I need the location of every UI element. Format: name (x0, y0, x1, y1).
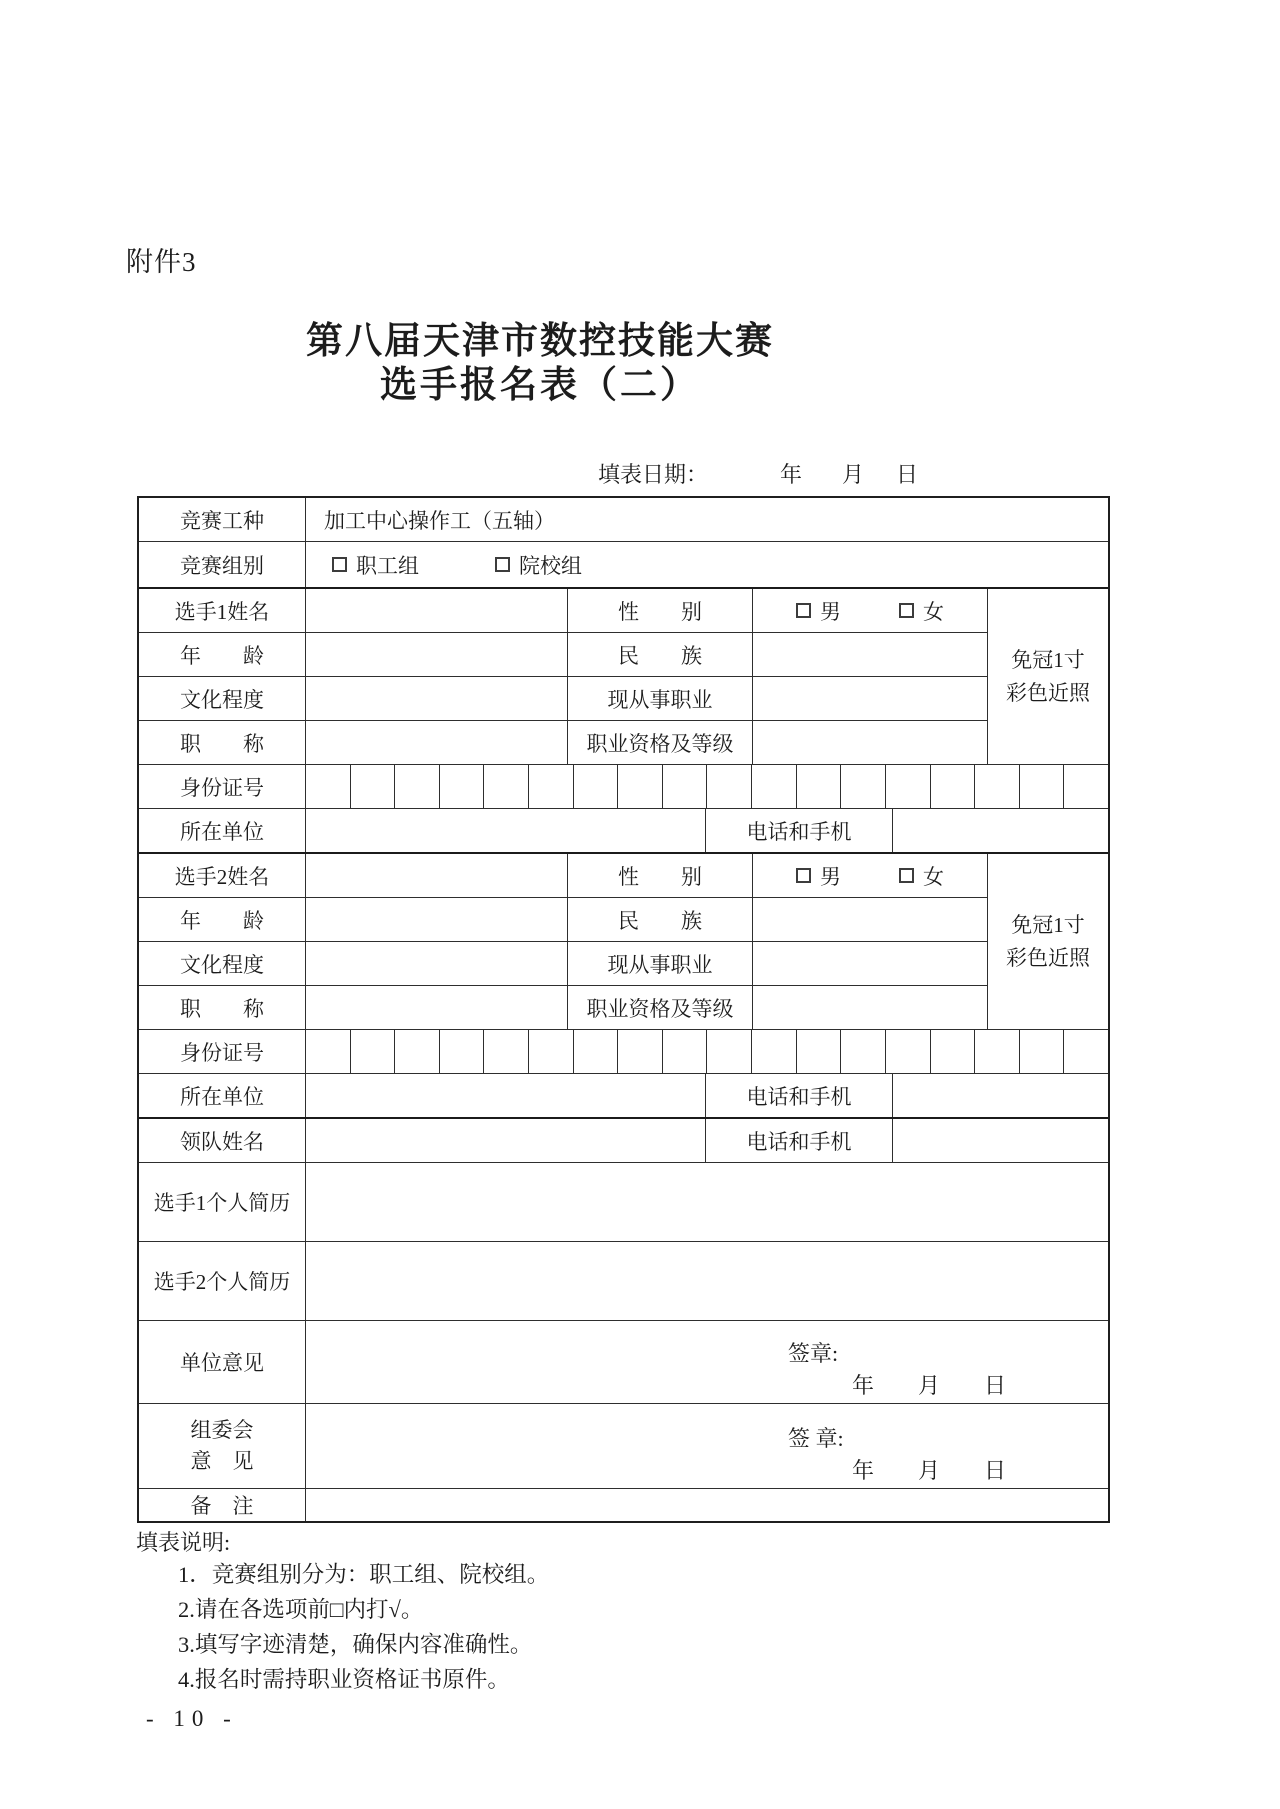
contestant-2-title-label: 职 称 (180, 996, 264, 1021)
contestant-2-id-label: 身份证号 (180, 1040, 264, 1065)
contestant-2-gender-options (752, 854, 987, 897)
id-digit-cell (1063, 1030, 1108, 1073)
id-digit-cell (617, 765, 662, 808)
fill-instruction-item: 2.请在各选项前□内打√。 (178, 1597, 424, 1622)
contestant-2-id-cells (305, 1030, 1108, 1073)
photo-note-line-1: 免冠1寸 (1011, 912, 1085, 937)
contestant-2-gender-female (899, 861, 944, 891)
male-label: 男 (820, 599, 841, 624)
contestant-1-info (139, 589, 987, 764)
contestant-2-name-row (139, 854, 987, 897)
id-digit-cell (840, 765, 885, 808)
resume-2-field (305, 1242, 1108, 1320)
fill-date-line (598, 458, 918, 489)
leader-phone-label: 电话和手机 (705, 1119, 892, 1162)
resume-1-row (139, 1162, 1108, 1241)
contestant-2-title-row (139, 985, 987, 1029)
female-label: 女 (923, 864, 944, 889)
contestant-1-block (139, 587, 1108, 764)
contestant-2-education-label: 文化程度 (180, 952, 264, 977)
contestant-2-age-label: 年 龄 (180, 908, 264, 933)
id-digit-cell (617, 1030, 662, 1073)
group-option-school-label: 院校组 (519, 553, 582, 578)
fill-instruction-item: 4.报名时需持职业资格证书原件。 (178, 1667, 510, 1692)
leader-name-field (305, 1119, 705, 1162)
contestant-2-name-label: 选手2姓名 (174, 864, 270, 889)
unit-seal-date: 年 月 日 (852, 1373, 1007, 1398)
date-day-label: 日 (896, 462, 919, 487)
contestant-2-qualification-label: 职业资格及等级 (567, 986, 752, 1029)
date-month-label: 月 (842, 462, 865, 487)
contestant-2-age-field (305, 898, 567, 941)
contestant-1-gender-options (752, 589, 987, 632)
contestant-1-photo-box (987, 589, 1108, 764)
worktype-row (139, 498, 1108, 541)
checkbox-worker-group-icon (332, 557, 347, 572)
contestant-1-unit-row (139, 808, 1108, 852)
id-digit-cell (439, 765, 484, 808)
photo-note-line-1: 免冠1寸 (1011, 647, 1085, 672)
id-digit-cell (1019, 1030, 1064, 1073)
checkbox-male-icon (796, 868, 811, 883)
committee-opinion-label (139, 1404, 305, 1488)
contestant-1-name-field (305, 589, 567, 632)
contestant-2-unit-row (139, 1073, 1108, 1117)
contestant-1-gender-male (796, 596, 841, 626)
contestant-1-education-field (305, 677, 567, 720)
checkbox-school-group-icon (495, 557, 510, 572)
id-digit-cell (1019, 765, 1064, 808)
id-digit-cell (706, 1030, 751, 1073)
id-digit-cell (483, 765, 528, 808)
contestant-1-unit-label: 所在单位 (180, 819, 264, 844)
contestant-1-phone-label: 电话和手机 (705, 809, 892, 852)
contestant-1-name-row (139, 589, 987, 632)
id-digit-cell (350, 765, 395, 808)
title-line-2: 选手报名表（二） (380, 365, 700, 406)
contestant-1-id-cells (305, 765, 1108, 808)
contestant-2-ethnicity-label: 民 族 (567, 898, 752, 941)
fill-date-label: 填表日期： (598, 462, 709, 487)
resume-1-field (305, 1163, 1108, 1241)
id-digit-cell (305, 765, 350, 808)
committee-opinion-field (305, 1404, 1108, 1488)
contestant-1-unit-field (305, 809, 705, 852)
contestant-2-name-field (305, 854, 567, 897)
checkbox-female-icon (899, 603, 914, 618)
contestant-2-qualification-field (752, 986, 987, 1029)
contestant-1-occupation-field (752, 677, 987, 720)
id-digit-cell (974, 765, 1019, 808)
fill-instruction-item: 3.填写字迹清楚，确保内容准确性。 (178, 1632, 533, 1657)
unit-seal-label: 签章: (788, 1341, 839, 1366)
id-digit-cell (394, 1030, 439, 1073)
id-digit-cell (974, 1030, 1019, 1073)
id-digit-cell (305, 1030, 350, 1073)
worktype-value: 加工中心操作工（五轴） (305, 498, 1108, 541)
contestant-1-qualification-field (752, 721, 987, 764)
remarks-label: 备 注 (190, 1494, 254, 1518)
id-digit-cell (930, 765, 975, 808)
contestant-1-title-field (305, 721, 567, 764)
resume-2-label: 选手2个人简历 (153, 1270, 291, 1294)
id-digit-cell (662, 1030, 707, 1073)
resume-1-label: 选手1个人简历 (153, 1191, 291, 1215)
contestant-2-block (139, 852, 1108, 1029)
contestant-1-ethnicity-label: 民 族 (567, 633, 752, 676)
id-digit-cell (840, 1030, 885, 1073)
contestant-2-gender-label: 性 别 (567, 854, 752, 897)
id-digit-cell (706, 765, 751, 808)
contestant-1-id-row (139, 764, 1108, 808)
contestant-1-phone-field (892, 809, 1108, 852)
group-row (139, 541, 1108, 587)
contestant-2-unit-label: 所在单位 (180, 1084, 264, 1109)
unit-opinion-label: 单位意见 (180, 1351, 264, 1375)
title-line-1: 第八届天津市数控技能大赛 (306, 321, 774, 362)
contestant-2-info (139, 854, 987, 1029)
group-label: 竞赛组别 (180, 553, 264, 578)
contestant-1-title-row (139, 720, 987, 764)
contestant-1-age-field (305, 633, 567, 676)
fill-instructions (136, 1526, 549, 1697)
committee-opinion-row (139, 1403, 1108, 1488)
contestant-1-education-row (139, 676, 987, 720)
remarks-row (139, 1488, 1108, 1521)
document-title (140, 320, 940, 408)
checkbox-female-icon (899, 868, 914, 883)
fill-instructions-title: 填表说明: (136, 1530, 231, 1555)
id-digit-cell (573, 765, 618, 808)
remarks-field (305, 1489, 1108, 1521)
checkbox-male-icon (796, 603, 811, 618)
contestant-2-title-field (305, 986, 567, 1029)
resume-2-row (139, 1241, 1108, 1320)
fill-instruction-item: 1．竞赛组别分为：职工组、院校组。 (178, 1562, 550, 1587)
female-label: 女 (923, 599, 944, 624)
id-digit-cell (528, 765, 573, 808)
contestant-2-id-row (139, 1029, 1108, 1073)
id-digit-cell (885, 1030, 930, 1073)
committee-seal-date: 年 月 日 (852, 1458, 1007, 1483)
contestant-2-occupation-field (752, 942, 987, 985)
contestant-1-title-label: 职 称 (180, 731, 264, 756)
photo-note-line-2: 彩色近照 (1006, 945, 1090, 970)
group-option-worker (332, 550, 419, 580)
contestant-2-photo-box (987, 854, 1108, 1029)
contestant-1-name-label: 选手1姓名 (174, 599, 270, 624)
committee-label-line-1: 组委会 (190, 1418, 254, 1442)
contestant-1-id-label: 身份证号 (180, 775, 264, 800)
leader-name-label: 领队姓名 (180, 1129, 264, 1154)
date-year-label: 年 (780, 462, 803, 487)
id-digit-cell (885, 765, 930, 808)
unit-opinion-row (139, 1320, 1108, 1403)
id-digit-cell (796, 1030, 841, 1073)
contestant-1-age-row (139, 632, 987, 676)
contestant-2-unit-field (305, 1074, 705, 1117)
leader-row (139, 1117, 1108, 1162)
contestant-2-gender-male (796, 861, 841, 891)
page-number: - 10 - (146, 1706, 238, 1731)
id-digit-cell (394, 765, 439, 808)
contestant-2-age-row (139, 897, 987, 941)
worktype-label: 竞赛工种 (180, 508, 264, 533)
photo-note-line-2: 彩色近照 (1006, 680, 1090, 705)
contestant-1-qualification-label: 职业资格及等级 (567, 721, 752, 764)
committee-label-line-2: 意 见 (190, 1449, 254, 1473)
registration-form-table (137, 496, 1110, 1523)
id-digit-cell (1063, 765, 1108, 808)
contestant-1-gender-label: 性 别 (567, 589, 752, 632)
contestant-1-gender-female (899, 596, 944, 626)
male-label: 男 (820, 864, 841, 889)
id-digit-cell (930, 1030, 975, 1073)
group-options (305, 542, 1108, 587)
id-digit-cell (662, 765, 707, 808)
contestant-2-education-row (139, 941, 987, 985)
id-digit-cell (528, 1030, 573, 1073)
id-digit-cell (751, 1030, 796, 1073)
leader-phone-field (892, 1119, 1108, 1162)
id-digit-cell (439, 1030, 484, 1073)
contestant-1-occupation-label: 现从事职业 (567, 677, 752, 720)
id-digit-cell (483, 1030, 528, 1073)
contestant-1-ethnicity-field (752, 633, 987, 676)
contestant-2-ethnicity-field (752, 898, 987, 941)
id-digit-cell (350, 1030, 395, 1073)
group-option-school (495, 550, 582, 580)
contestant-2-education-field (305, 942, 567, 985)
id-digit-cell (573, 1030, 618, 1073)
unit-opinion-field (305, 1321, 1108, 1403)
id-digit-cell (751, 765, 796, 808)
id-digit-cell (796, 765, 841, 808)
attachment-label: 附件3 (126, 247, 197, 277)
contestant-1-age-label: 年 龄 (180, 643, 264, 668)
contestant-1-education-label: 文化程度 (180, 687, 264, 712)
contestant-2-occupation-label: 现从事职业 (567, 942, 752, 985)
committee-seal-label: 签 章: (788, 1426, 844, 1451)
group-option-worker-label: 职工组 (356, 553, 419, 578)
contestant-2-phone-label: 电话和手机 (705, 1074, 892, 1117)
contestant-2-phone-field (892, 1074, 1108, 1117)
